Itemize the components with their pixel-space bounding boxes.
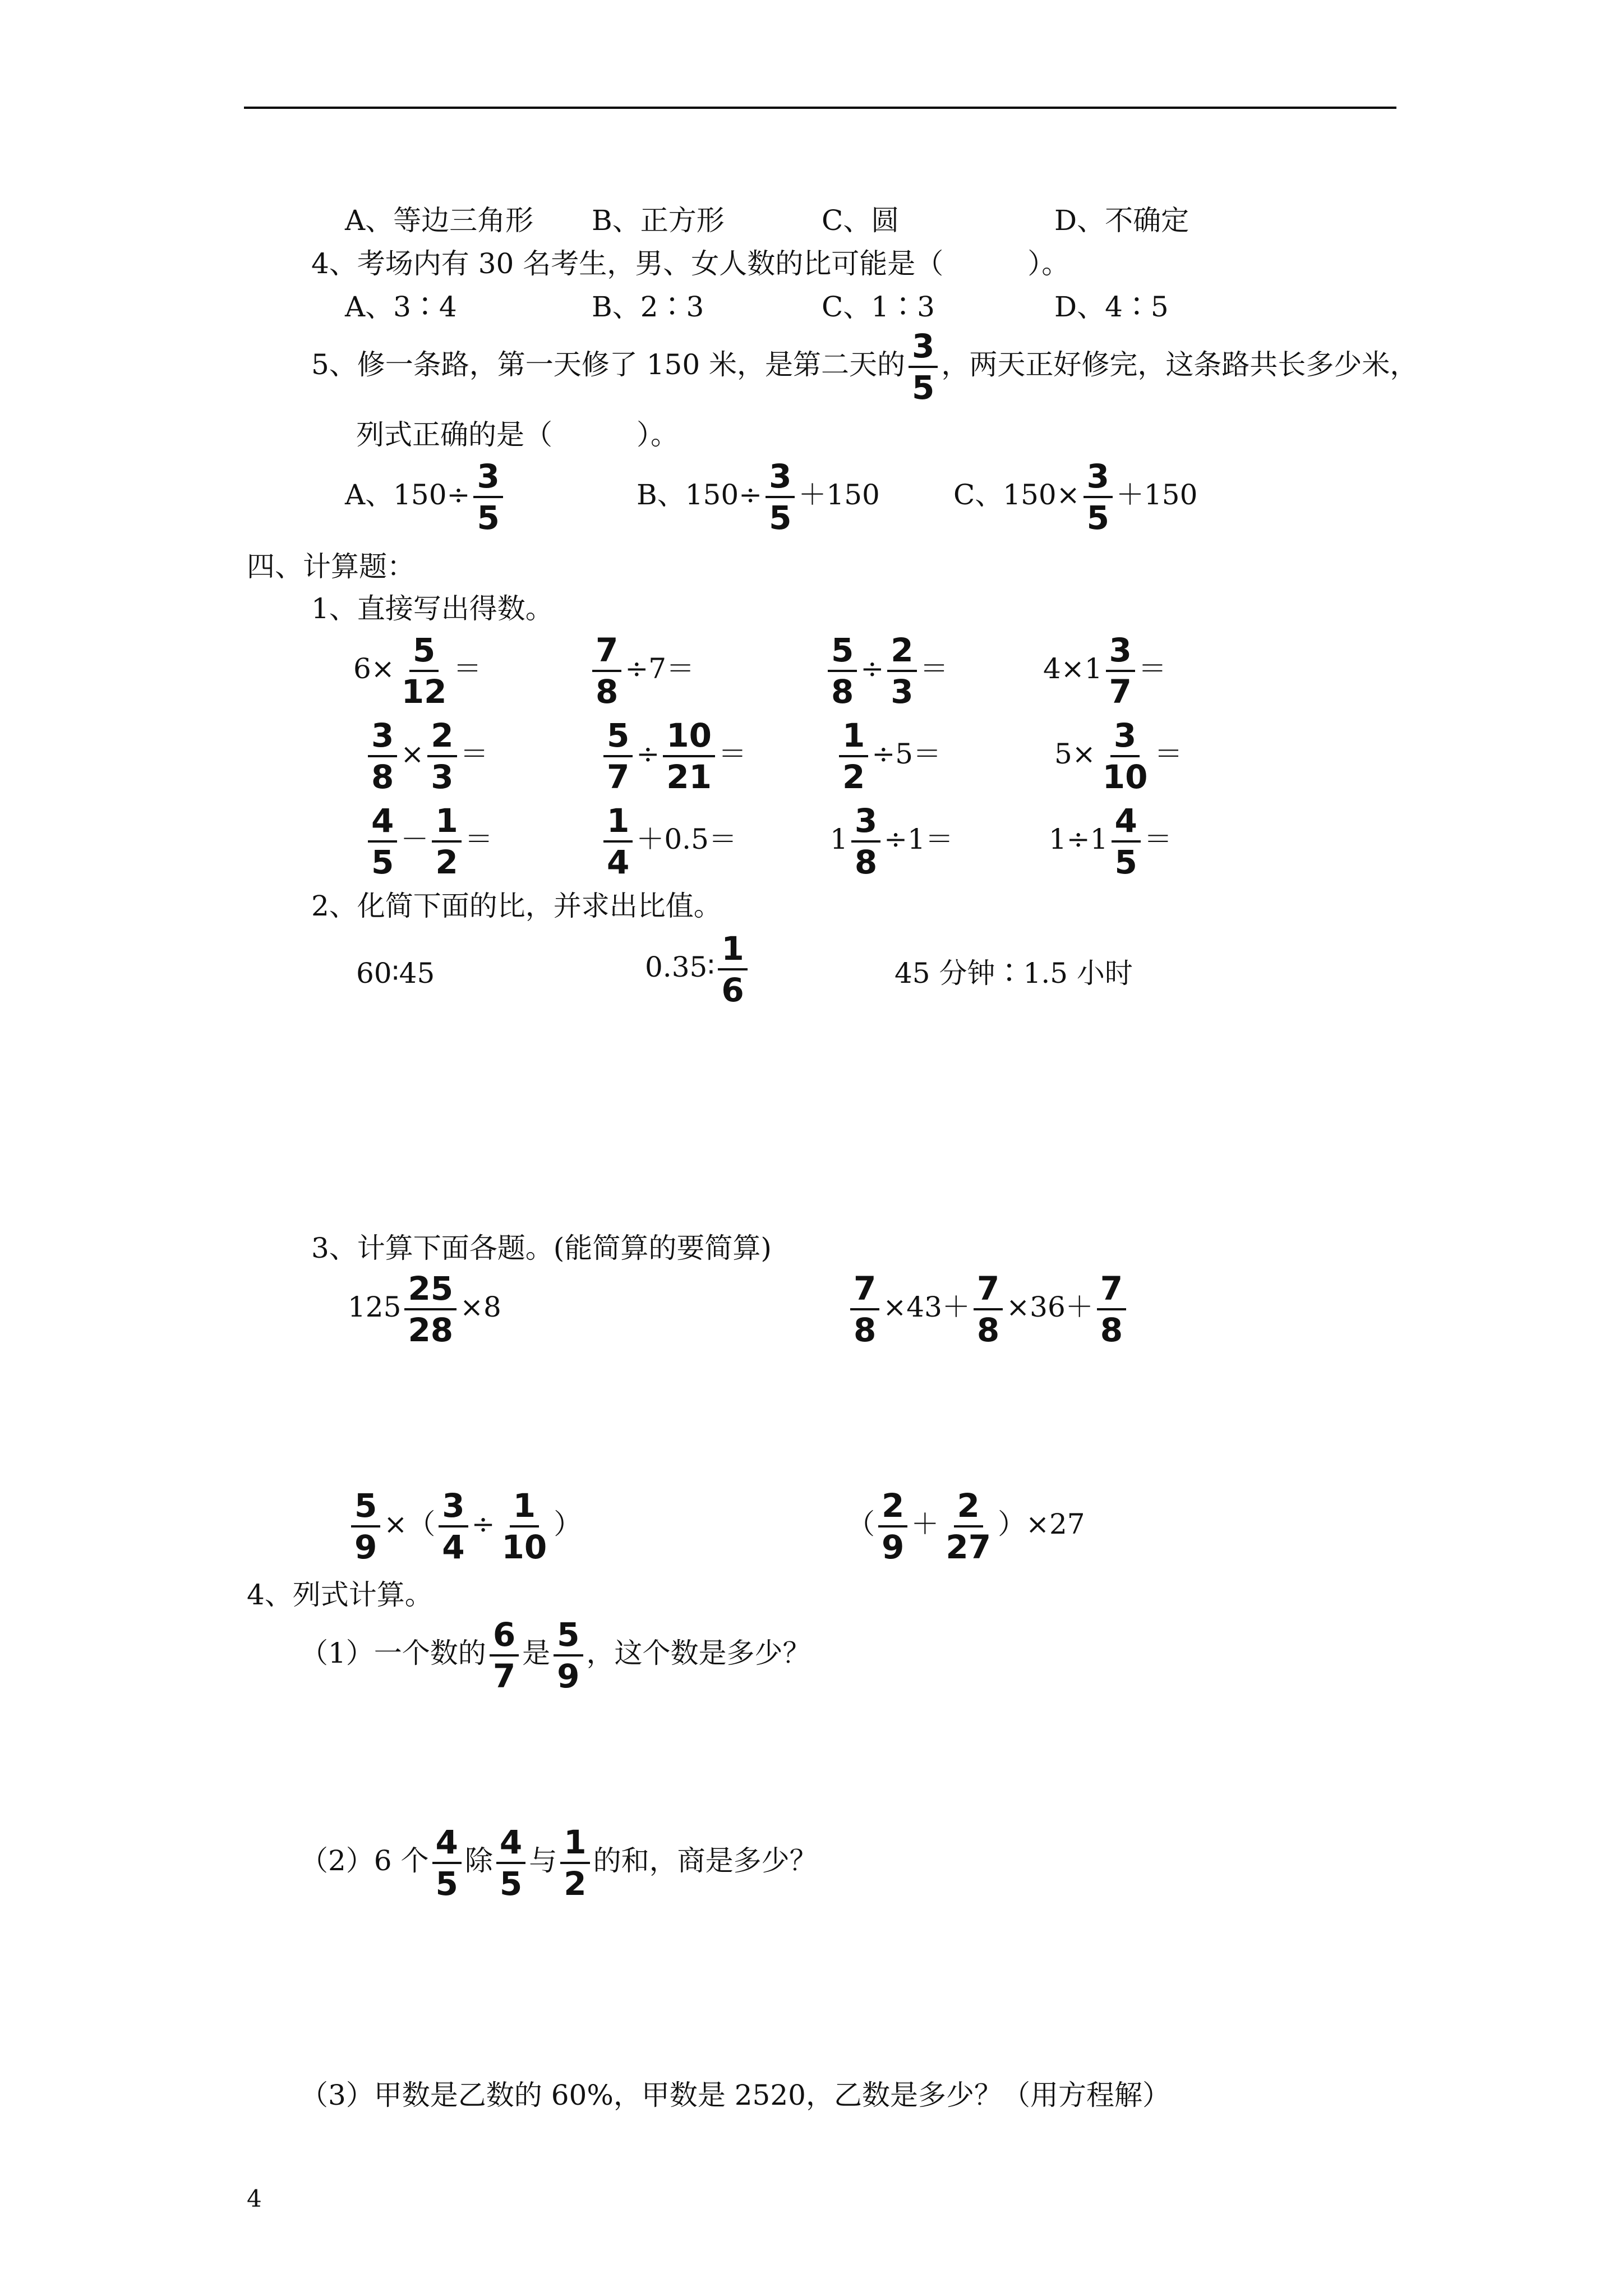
calc-text: ×43＋ — [883, 1291, 970, 1323]
denominator: 8 — [976, 1311, 1000, 1349]
calc-text: ÷5＝ — [872, 738, 942, 770]
problem-text: 的和，商是多少？ — [593, 1844, 818, 1877]
denominator: 3 — [891, 673, 914, 711]
denominator: 4 — [442, 1528, 465, 1566]
numerator: 1 — [560, 1826, 589, 1864]
numerator: 4 — [432, 1826, 462, 1864]
denominator: 7 — [607, 758, 630, 796]
q3-option-b: B、正方形 — [592, 204, 725, 237]
calc-text: ＝ — [453, 652, 482, 685]
fraction — [439, 1487, 468, 1566]
part-3-title: 3、计算下面各题。(能简算的要简算) — [311, 1232, 772, 1264]
numerator: 1 — [718, 932, 747, 970]
fraction — [663, 716, 715, 796]
page-number: 4 — [247, 2185, 262, 2212]
numerator: 5 — [603, 719, 633, 757]
denominator: 8 — [831, 673, 854, 711]
numerator: 3 — [766, 460, 795, 498]
fraction — [398, 631, 450, 711]
q4-option-a: A、3∶4 — [345, 291, 457, 323]
numerator: 7 — [974, 1272, 1003, 1310]
option-text: ＋150 — [798, 478, 880, 511]
calc-item — [1054, 716, 1183, 796]
denominator: 5 — [769, 499, 792, 537]
numerator: 4 — [368, 804, 397, 843]
q4-option-d: D、4∶5 — [1054, 291, 1169, 323]
word-problem-3: （3）甲数是乙数的 60%，甲数是 2520，乙数是多少？（用方程解） — [300, 2079, 1170, 2111]
numerator: 2 — [878, 1489, 907, 1527]
numerator: 5 — [409, 634, 439, 672]
calc-text: ×（ — [384, 1508, 436, 1540]
option-text: A、150÷ — [345, 478, 471, 511]
denominator: 9 — [354, 1528, 377, 1566]
calc-text: ） — [554, 1508, 582, 1540]
fraction — [473, 457, 502, 537]
fraction — [766, 457, 795, 537]
fraction — [404, 1269, 457, 1349]
denominator: 5 — [371, 843, 394, 881]
q3-option-d: D、不确定 — [1054, 204, 1189, 237]
calc-item — [353, 631, 482, 711]
fraction — [427, 716, 457, 796]
fraction — [499, 1487, 551, 1566]
denominator: 9 — [882, 1528, 905, 1566]
denominator: 9 — [557, 1657, 580, 1695]
fraction — [368, 716, 397, 796]
calc-item — [589, 631, 695, 711]
numerator: 2 — [427, 719, 457, 757]
numerator: 3 — [909, 330, 938, 368]
fraction — [490, 1616, 519, 1695]
denominator: 7 — [1109, 673, 1132, 711]
denominator: 12 — [401, 673, 447, 711]
numerator: 3 — [1110, 719, 1140, 757]
fraction — [942, 1487, 994, 1566]
calc-expression-1 — [348, 1269, 501, 1349]
calc-text: ＝ — [1154, 738, 1183, 770]
fraction — [828, 631, 857, 711]
part-2-title: 2、化简下面的比，并求出比值。 — [311, 890, 722, 922]
calc-text: 125 — [348, 1291, 402, 1323]
calc-item — [600, 716, 746, 796]
fraction — [1097, 1269, 1126, 1349]
numerator: 1 — [839, 719, 868, 757]
denominator: 8 — [371, 758, 394, 796]
denominator: 5 — [912, 369, 935, 407]
problem-text: 是 — [522, 1637, 551, 1669]
calc-text: ＝ — [464, 823, 493, 855]
numerator: 3 — [368, 719, 397, 757]
fraction — [1083, 457, 1113, 537]
q5-stem-post: ，两天正好修完，这条路共长多少米， — [941, 348, 1418, 381]
numerator: 3 — [1083, 460, 1113, 498]
q4-option-c: C、1∶3 — [822, 291, 935, 323]
calc-text: ÷ — [636, 738, 660, 770]
calc-text: ＝ — [1138, 652, 1166, 685]
fraction — [1106, 631, 1135, 711]
fraction — [592, 631, 621, 711]
fraction — [603, 802, 633, 881]
calc-text: － — [400, 823, 429, 855]
calc-text: ÷ — [471, 1508, 495, 1540]
part-1-title: 1、直接写出得数。 — [311, 592, 554, 625]
numerator: 7 — [850, 1272, 879, 1310]
calc-text: 6× — [353, 652, 395, 685]
numerator: 4 — [1112, 804, 1141, 843]
denominator: 5 — [477, 499, 500, 537]
problem-text: （1）一个数的 — [300, 1637, 486, 1669]
fraction — [1112, 802, 1141, 881]
calc-text: ＋0.5＝ — [636, 823, 737, 855]
denominator: 2 — [842, 758, 865, 796]
q5-stem-pre: 5、修一条路，第一天修了 150 米，是第二天的 — [311, 348, 906, 381]
fraction — [851, 802, 880, 881]
ratio-text: 0.35∶ — [645, 951, 715, 983]
q5-line2: 列式正确的是（ ）。 — [356, 418, 679, 451]
calc-item — [824, 631, 948, 711]
fraction — [909, 327, 938, 407]
fraction — [351, 1487, 380, 1566]
denominator: 21 — [666, 758, 712, 796]
calc-item — [836, 716, 942, 796]
q5-option-b — [637, 457, 880, 537]
calc-text: ＝ — [460, 738, 488, 770]
calc-text: 1÷1 — [1049, 823, 1108, 855]
calc-text: ×36＋ — [1006, 1291, 1094, 1323]
denominator: 8 — [854, 843, 878, 881]
q4-option-b: B、2∶3 — [592, 291, 704, 323]
numerator: 5 — [554, 1618, 583, 1657]
denominator: 5 — [1114, 843, 1137, 881]
fraction — [718, 930, 747, 1009]
calc-text: ÷ — [860, 652, 884, 685]
calc-text: 4×1 — [1043, 652, 1103, 685]
calc-item — [365, 802, 493, 881]
problem-text: 除 — [464, 1844, 493, 1877]
fraction — [603, 716, 633, 796]
numerator: 10 — [663, 719, 715, 757]
numerator: 5 — [351, 1489, 380, 1527]
fraction — [432, 1823, 462, 1903]
fraction — [368, 802, 397, 881]
fraction — [878, 1487, 907, 1566]
section-4-heading: 四、计算题： — [247, 550, 415, 583]
denominator: 7 — [492, 1657, 516, 1695]
numerator: 1 — [603, 804, 633, 843]
q3-option-c: C、圆 — [822, 204, 900, 237]
denominator: 10 — [501, 1528, 547, 1566]
fraction — [839, 716, 868, 796]
numerator: 5 — [828, 634, 857, 672]
denominator: 8 — [596, 673, 619, 711]
denominator: 27 — [946, 1528, 992, 1566]
calc-expression-4 — [847, 1487, 1085, 1566]
denominator: 4 — [607, 843, 630, 881]
option-text: B、150÷ — [637, 478, 763, 511]
calc-text: ×8 — [460, 1291, 501, 1323]
calc-text: ）×27 — [998, 1508, 1085, 1540]
denominator: 2 — [564, 1865, 587, 1903]
denominator: 6 — [721, 971, 744, 1009]
fraction — [496, 1823, 525, 1903]
denominator: 5 — [1086, 499, 1109, 537]
calc-text: × — [400, 738, 425, 770]
fraction — [974, 1269, 1003, 1349]
fraction — [554, 1616, 583, 1695]
calc-item — [600, 802, 737, 881]
calc-text: ＝ — [1144, 823, 1172, 855]
problem-text: 与 — [529, 1844, 557, 1877]
fraction — [887, 631, 916, 711]
calc-text: ＋ — [911, 1508, 939, 1540]
calc-text: ＝ — [920, 652, 948, 685]
q5-stem — [311, 327, 1418, 407]
denominator: 8 — [1100, 1311, 1123, 1349]
fraction — [1099, 716, 1151, 796]
denominator: 5 — [499, 1865, 523, 1903]
ratio-c: 45 分钟∶1.5 小时 — [895, 957, 1133, 990]
word-problem-1 — [300, 1616, 811, 1695]
problem-text: ，这个数是多少？ — [586, 1637, 811, 1669]
denominator: 8 — [854, 1311, 877, 1349]
numerator: 4 — [496, 1826, 525, 1864]
fraction — [560, 1823, 589, 1903]
numerator: 3 — [439, 1489, 468, 1527]
numerator: 3 — [851, 804, 880, 843]
denominator: 5 — [435, 1865, 458, 1903]
part-4-title: 4、列式计算。 — [247, 1579, 433, 1611]
calc-text: 1 — [830, 823, 848, 855]
fraction — [850, 1269, 879, 1349]
calc-item — [1043, 631, 1166, 711]
ratio-b — [645, 930, 751, 1009]
q5-option-c — [953, 457, 1198, 537]
calc-text: ＝ — [718, 738, 746, 770]
denominator: 2 — [435, 843, 458, 881]
numerator: 7 — [592, 634, 621, 672]
calc-text: 5× — [1054, 738, 1096, 770]
q5-option-a — [345, 457, 506, 537]
denominator: 3 — [431, 758, 454, 796]
q4-stem: 4、考场内有 30 名考生，男、女人数的比可能是（ ）。 — [311, 247, 1070, 280]
calc-item — [830, 802, 953, 881]
word-problem-2 — [300, 1823, 818, 1903]
header-rule — [244, 107, 1396, 109]
denominator: 10 — [1102, 758, 1148, 796]
calc-text: ÷7＝ — [625, 652, 695, 685]
calc-text: ÷1＝ — [884, 823, 953, 855]
ratio-a: 60∶45 — [356, 957, 435, 990]
calc-text: （ — [847, 1508, 875, 1540]
denominator: 28 — [408, 1311, 454, 1349]
option-text: C、150× — [953, 478, 1080, 511]
calc-expression-2 — [847, 1269, 1129, 1349]
problem-text: （2）6 个 — [300, 1844, 429, 1877]
numerator: 7 — [1097, 1272, 1126, 1310]
calc-expression-3 — [348, 1487, 582, 1566]
numerator: 3 — [473, 460, 502, 498]
numerator: 1 — [432, 804, 461, 843]
numerator: 2 — [887, 634, 916, 672]
calc-item — [365, 716, 488, 796]
numerator: 1 — [510, 1489, 539, 1527]
calc-item — [1049, 802, 1172, 881]
numerator: 6 — [490, 1618, 519, 1657]
option-text: ＋150 — [1115, 478, 1198, 511]
fraction — [432, 802, 461, 881]
q3-option-a: A、等边三角形 — [345, 204, 534, 237]
numerator: 2 — [954, 1489, 983, 1527]
numerator: 3 — [1106, 634, 1135, 672]
numerator: 25 — [404, 1272, 457, 1310]
